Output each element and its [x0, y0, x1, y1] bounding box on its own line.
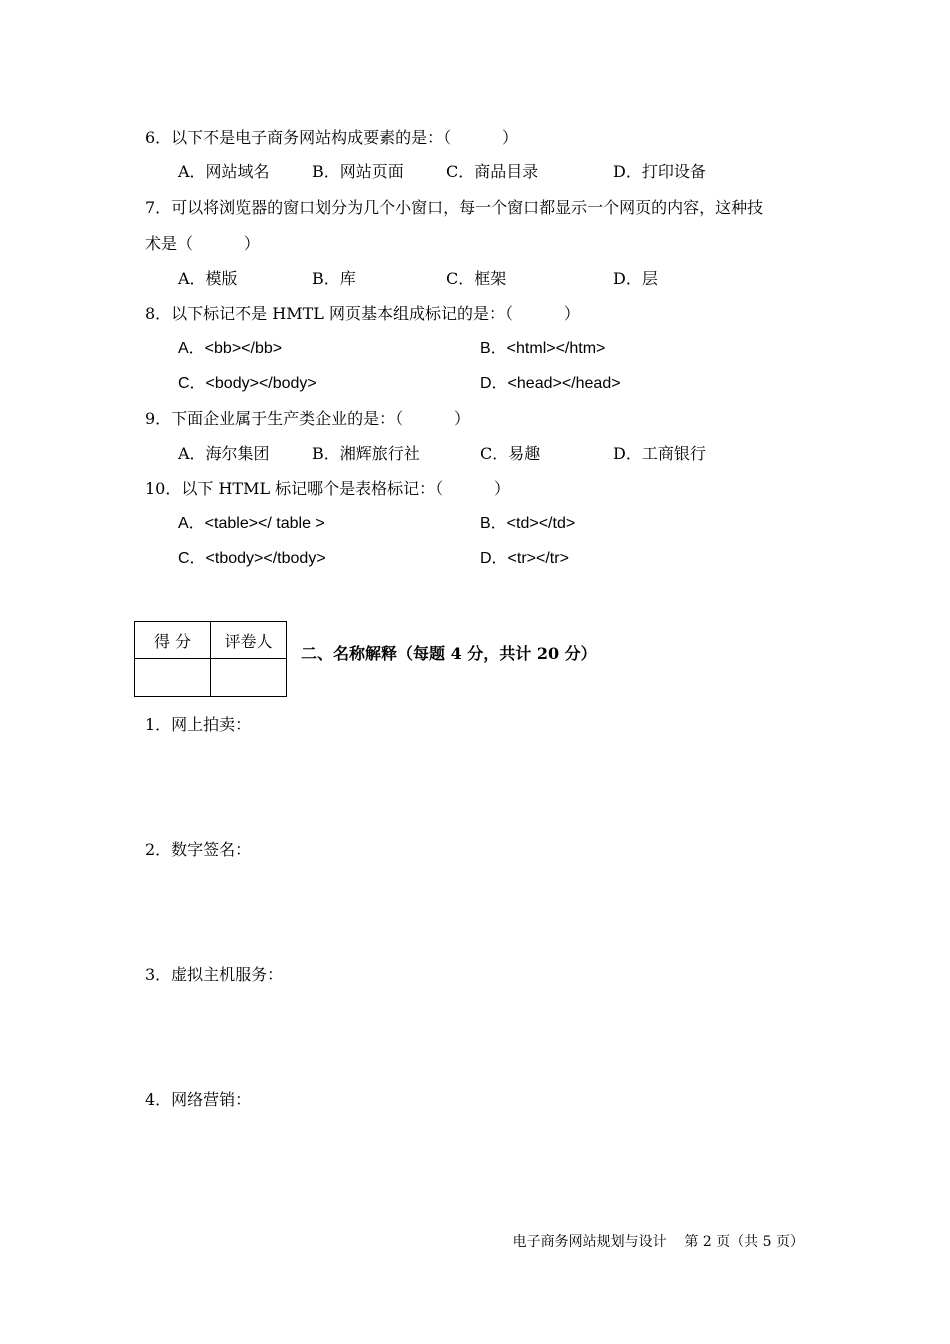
question-9-stem: 9．下面企业属于生产类企业的是：（ ）	[145, 409, 471, 428]
question-8-option-b: B．<html></htm>	[480, 340, 606, 357]
page-footer: 电子商务网站规划与设计 第 2 页（共 5 页）	[512, 1234, 804, 1250]
score-table	[134, 621, 287, 697]
question-9-option-d: D．工商银行	[613, 444, 706, 463]
section-2-title: 二、名称解释（每题 4 分，共计 20 分）	[301, 644, 597, 663]
question-10-option-b: B．<td></td>	[480, 515, 576, 532]
question-8-option-a: A．<bb></bb>	[178, 340, 283, 357]
question-6-option-a: A．网站域名	[178, 162, 270, 181]
score-label: 得 分	[135, 622, 211, 659]
question-10-option-c: C．<tbody></tbody>	[178, 550, 326, 567]
term-item-3: 3．虚拟主机服务：	[145, 965, 284, 984]
grader-label: 评卷人	[211, 622, 287, 659]
term-item-1: 1．网上拍卖：	[145, 715, 252, 734]
question-7-stem-line2: 术是（ ）	[145, 234, 260, 253]
question-8-option-d: D．<head></head>	[480, 375, 621, 392]
term-item-2: 2．数字签名：	[145, 840, 252, 859]
score-cell[interactable]	[135, 659, 211, 697]
question-6-stem: 6．以下不是电子商务网站构成要素的是：（ ）	[145, 128, 519, 147]
question-6-option-b: B．网站页面	[312, 162, 404, 181]
question-7-option-b: B．库	[312, 269, 356, 288]
question-10-option-d: D．<tr></tr>	[480, 550, 569, 567]
question-9-option-b: B．湘辉旅行社	[312, 444, 420, 463]
term-item-4: 4．网络营销：	[145, 1090, 252, 1109]
question-8-option-c: C．<body></body>	[178, 375, 317, 392]
question-7-option-c: C．框架	[446, 269, 507, 288]
question-10-stem: 10．以下 HTML 标记哪个是表格标记：（ ）	[145, 479, 511, 498]
question-7-stem-line1: 7．可以将浏览器的窗口划分为几个小窗口，每一个窗口都显示一个网页的内容，这种技	[145, 198, 764, 217]
question-9-option-c: C．易趣	[480, 444, 541, 463]
question-7-option-a: A．模版	[178, 269, 238, 288]
question-6-option-d: D．打印设备	[613, 162, 706, 181]
question-6-option-c: C．商品目录	[446, 162, 539, 181]
grader-cell[interactable]	[211, 659, 287, 697]
question-7-option-d: D．层	[613, 269, 658, 288]
question-8-stem: 8．以下标记不是 HMTL 网页基本组成标记的是：（ ）	[145, 304, 580, 323]
question-9-option-a: A．海尔集团	[178, 444, 270, 463]
question-10-option-a: A．<table></ table >	[178, 515, 325, 532]
